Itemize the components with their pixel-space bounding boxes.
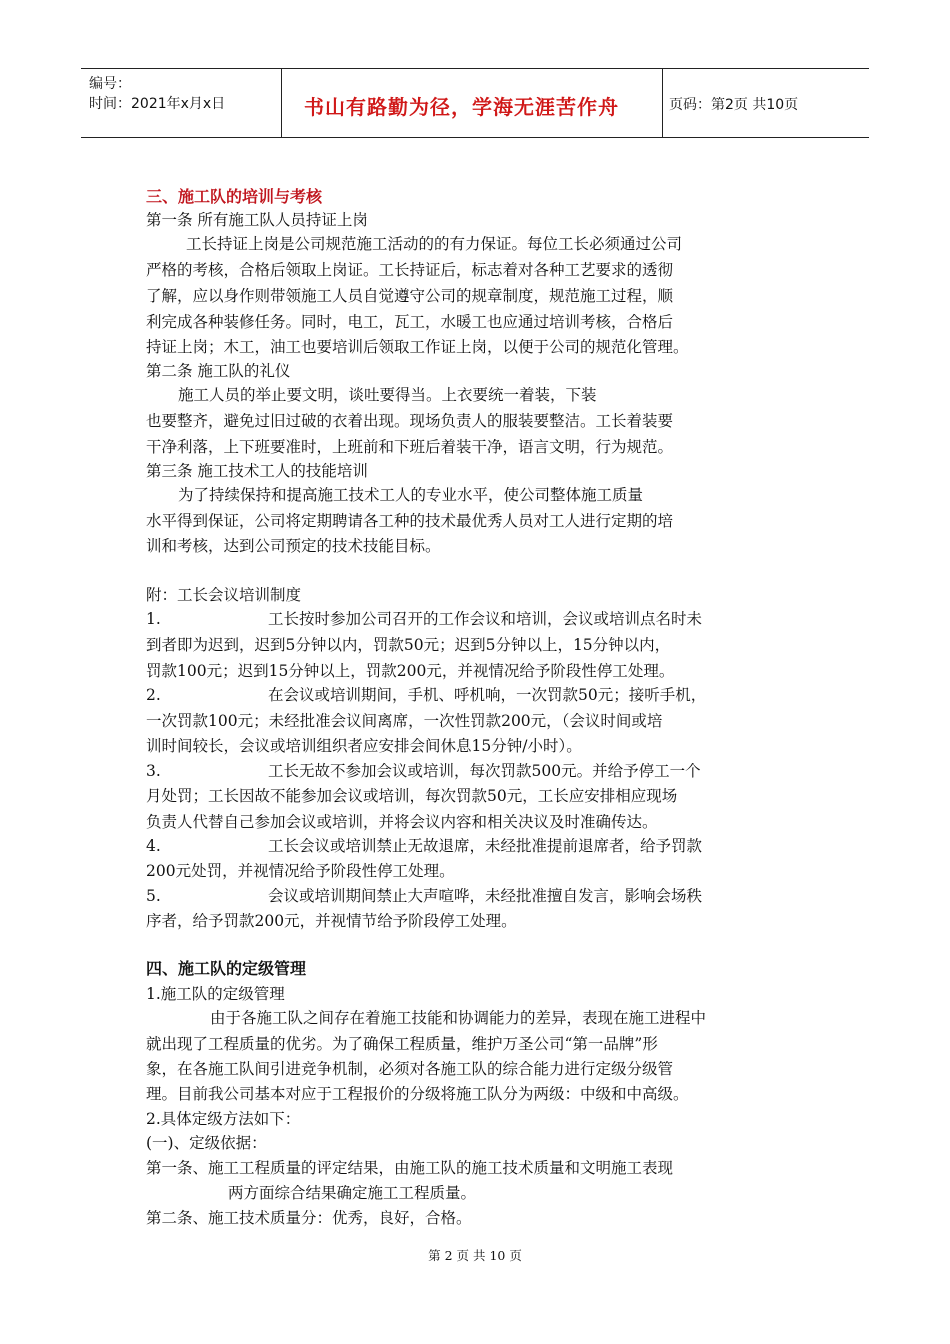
subsection-title: 2.具体定级方法如下： [146,1110,301,1128]
list-item-line: 负责人代替自己参加会议或培训，并将会议内容和相关决议及时准确传达。 [146,813,658,831]
paragraph-line: 水平得到保证，公司将定期聘请各工种的技术最优秀人员对工人进行定期的培 [146,512,674,530]
paragraph-line: 训和考核，达到公司预定的技术技能目标。 [146,537,441,555]
article-title: 第一条 所有施工队人员持证上岗 [146,211,368,229]
paragraph-line: 工长持证上岗是公司规范施工活动的的有力保证。每位工长必须通过公司 [186,235,683,253]
list-item-number: 5. [146,887,161,905]
page-footer: 第 2 页 共 10 页 [428,1248,522,1263]
list-item-line: 一次罚款100元；未经批准会议间离席，一次性罚款200元，（会议时间或培 [146,712,663,730]
list-item-line: 训时间较长，会议或培训组织者应安排会间休息15分钟/小时）。 [146,737,582,755]
paragraph-line: 了解，应以身作则带领施工人员自觉遵守公司的规章制度，规范施工过程，顺 [146,287,674,305]
paragraph-line: 干净利落，上下班要准时，上班前和下班后着装干净，语言文明，行为规范。 [146,438,674,456]
list-item-line: 月处罚；工长因故不能参加会议或培训，每次罚款50元，工长应安排相应现场 [146,787,678,805]
subsection-title: 1.施工队的定级管理 [146,985,285,1003]
motto: 书山有路勤为径，学海无涯苦作舟 [304,95,619,119]
section-title: 三、施工队的培训与考核 [146,187,323,206]
list-item-line: 在会议或培训期间，手机、呼机响，一次罚款50元；接听手机， [268,686,707,704]
page-header [81,68,869,138]
list-item-line: 工长会议或培训禁止无故退席，未经批准提前退席者，给予罚款 [268,837,703,855]
paragraph-line: 施工人员的举止要文明，谈吐要得当。上衣要统一着装，下装 [178,386,597,404]
paragraph-line: 为了持续保持和提高施工技术工人的专业水平，使公司整体施工质量 [178,486,644,504]
header-page-cell [663,69,869,137]
paragraph-line: 就出现了工程质量的优劣。为了确保工程质量，维护万圣公司“第一品牌”形 [146,1035,658,1053]
list-item-line: 200元处罚，并视情况给予阶段性停工处理。 [146,862,455,880]
article-line: 第一条、施工工程质量的评定结果，由施工队的施工技术质量和文明施工表现 [146,1159,674,1177]
list-item-number: 2. [146,686,161,704]
header-meta-cell [81,69,282,137]
article-line: 第二条、施工技术质量分：优秀，良好，合格。 [146,1209,472,1227]
number-label: 编号： [89,76,131,92]
list-item-line: 到者即为迟到，迟到5分钟以内，罚款50元；迟到5分钟以上，15分钟以内， [146,636,671,654]
article-title: 第三条 施工技术工人的技能培训 [146,462,368,480]
paragraph-line: 象，在各施工队间引进竞争机制，必须对各施工队的综合能力进行定级分级管 [146,1060,674,1078]
list-item-line: 工长按时参加公司召开的工作会议和培训，会议或培训点名时未 [268,610,703,628]
basis-title: (一)、定级依据： [146,1134,267,1152]
list-item-number: 3. [146,762,161,780]
article-line: 两方面综合结果确定施工工程质量。 [228,1184,477,1202]
time-label: 时间：2021年x月x日 [89,96,226,112]
page-label: 页码：第2页 共10页 [669,97,799,113]
list-item-line: 会议或培训期间禁止大声喧哗，未经批准擅自发言，影响会场秩 [268,887,703,905]
paragraph-line: 由于各施工队之间存在着施工技能和协调能力的差异，表现在施工进程中 [210,1009,707,1027]
article-title: 第二条 施工队的礼仪 [146,362,291,380]
paragraph-line: 持证上岗；木工，油工也要培训后领取工作证上岗，以便于公司的规范化管理。 [146,338,689,356]
paragraph-line: 严格的考核，合格后领取上岗证。工长持证后，标志着对各种工艺要求的透彻 [146,261,674,279]
appendix-title: 附：工长会议培训制度 [146,586,302,604]
list-item-line: 罚款100元；迟到15分钟以上，罚款200元，并视情况给予阶段性停工处理。 [146,662,675,680]
paragraph-line: 利完成各种装修任务。同时，电工，瓦工，水暖工也应通过培训考核，合格后 [146,313,674,331]
list-item-number: 1. [146,610,161,628]
header-motto-cell [282,69,663,137]
list-item-line: 序者，给予罚款200元，并视情节给予阶段停工处理。 [146,912,517,930]
paragraph-line: 也要整齐，避免过旧过破的衣着出现。现场负责人的服装要整洁。工长着装要 [146,412,674,430]
list-item-number: 4. [146,837,161,855]
paragraph-line: 理。目前我公司基本对应于工程报价的分级将施工队分为两级：中级和中高级。 [146,1085,689,1103]
list-item-line: 工长无故不参加会议或培训，每次罚款500元。并给予停工一个 [268,762,701,780]
section-title: 四、施工队的定级管理 [146,959,307,978]
